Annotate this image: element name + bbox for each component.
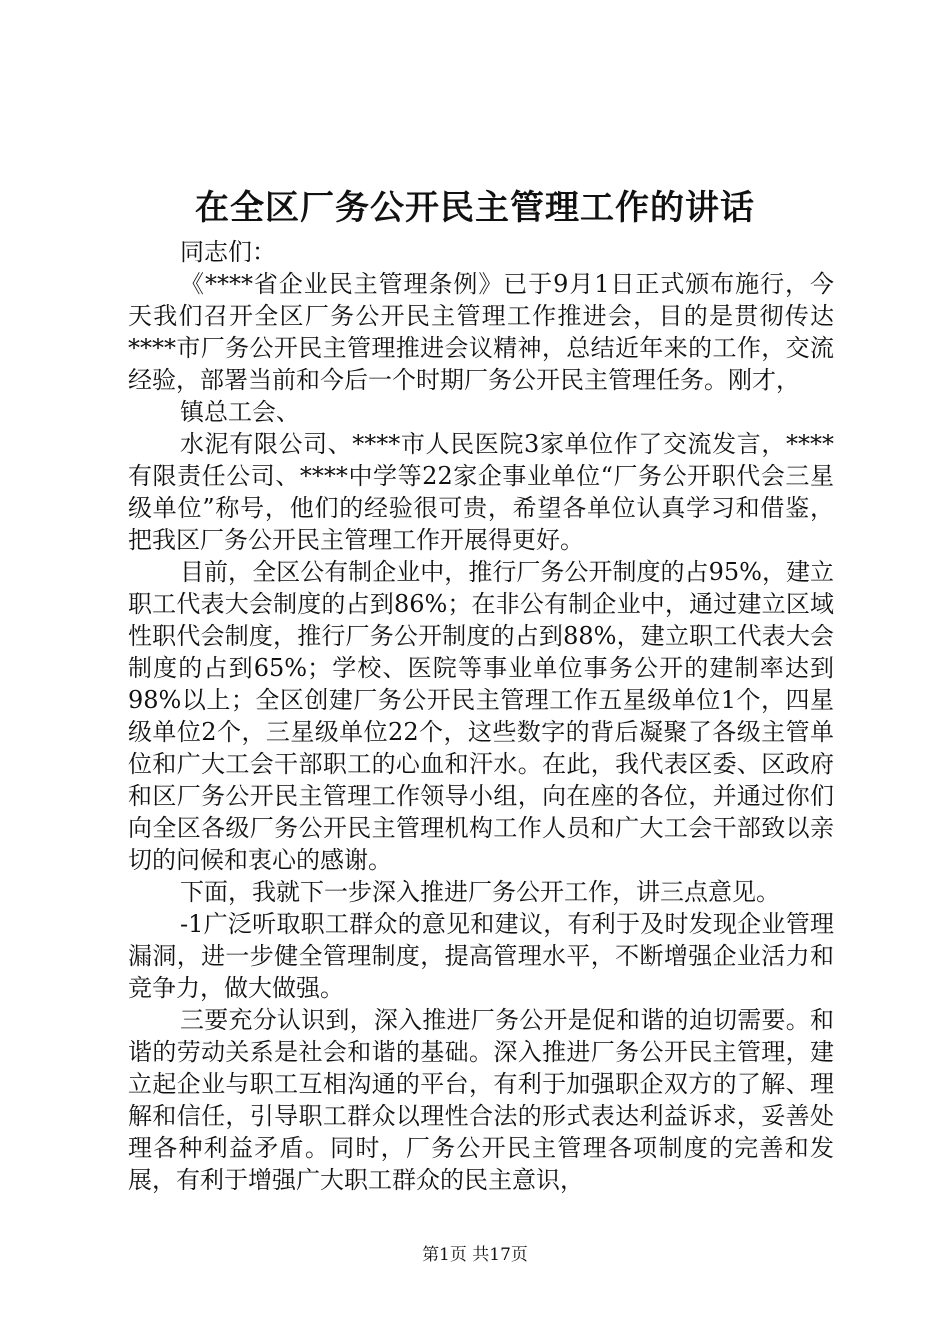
body-paragraph: 三要充分认识到，深入推进厂务公开是促和谐的迫切需要。和谐的劳动关系是社会和谐的基础。深入推进厂务公开民主管理，建立起企业与职工互相沟通的平台，有利于加强职企双方的了解、理解和信任，引导职工群众以理性合法的形式表达利益诉求，妥善处理各种利益矛盾。同时，厂务公开民主管理各项制度的完善和发展，有利于增强广大职工群众的民主意识，: [128, 1006, 834, 1194]
body-paragraph: 下面，我就下一步深入推进厂务公开工作，讲三点意见。: [180, 878, 780, 906]
body-paragraph: 目前，全区公有制企业中，推行厂务公开制度的占95%，建立职工代表大会制度的占到86%；在非公有制企业中，通过建立区域性职代会制度，推行厂务公开制度的占到88%，建立职工代表大会制度的占到65%；学校、医院等事业单位事务公开的建制率达到98%以上；全区创建厂务公开民主管理工作五星级单位1个，四星级单位2个，三星级单位22个，这些数字的背后凝聚了各级主管单位和广大工会干部职工的心血和汗水。在此，我代表区委、区政府和区厂务公开民主管理工作领导小组，向在座的各位，并通过你们向全区各级厂务公开民主管理机构工作人员和广大工会干部致以亲切的问候和衷心的感谢。: [128, 558, 834, 874]
body-paragraph: 镇总工会、: [180, 398, 300, 426]
page-number-footer: 第1页 共17页: [422, 1245, 528, 1265]
body-paragraph: -1广泛听取职工群众的意见和建议，有利于及时发现企业管理漏洞，进一步健全管理制度，提高管理水平，不断增强企业活力和竞争力，做大做强。: [128, 910, 834, 1002]
salutation-paragraph: 同志们：: [180, 238, 276, 266]
document-title: 在全区厂务公开民主管理工作的讲话: [195, 188, 755, 228]
document-body: [128, 236, 834, 1196]
body-paragraph: 《****省企业民主管理条例》已于9月1日正式颁布施行，今天我们召开全区厂务公开民主管理工作推进会，目的是贯彻传达****市厂务公开民主管理推进会议精神，总结近年来的工作，交流经验，部署当前和今后一个时期厂务公开民主管理任务。刚才，: [128, 270, 834, 394]
body-paragraph: 水泥有限公司、****市人民医院3家单位作了交流发言，****有限责任公司、****中学等22家企事业单位“厂务公开职代会三星级单位”称号，他们的经验很可贵，希望各单位认真学习和借鉴，把我区厂务公开民主管理工作开展得更好。: [128, 430, 834, 554]
